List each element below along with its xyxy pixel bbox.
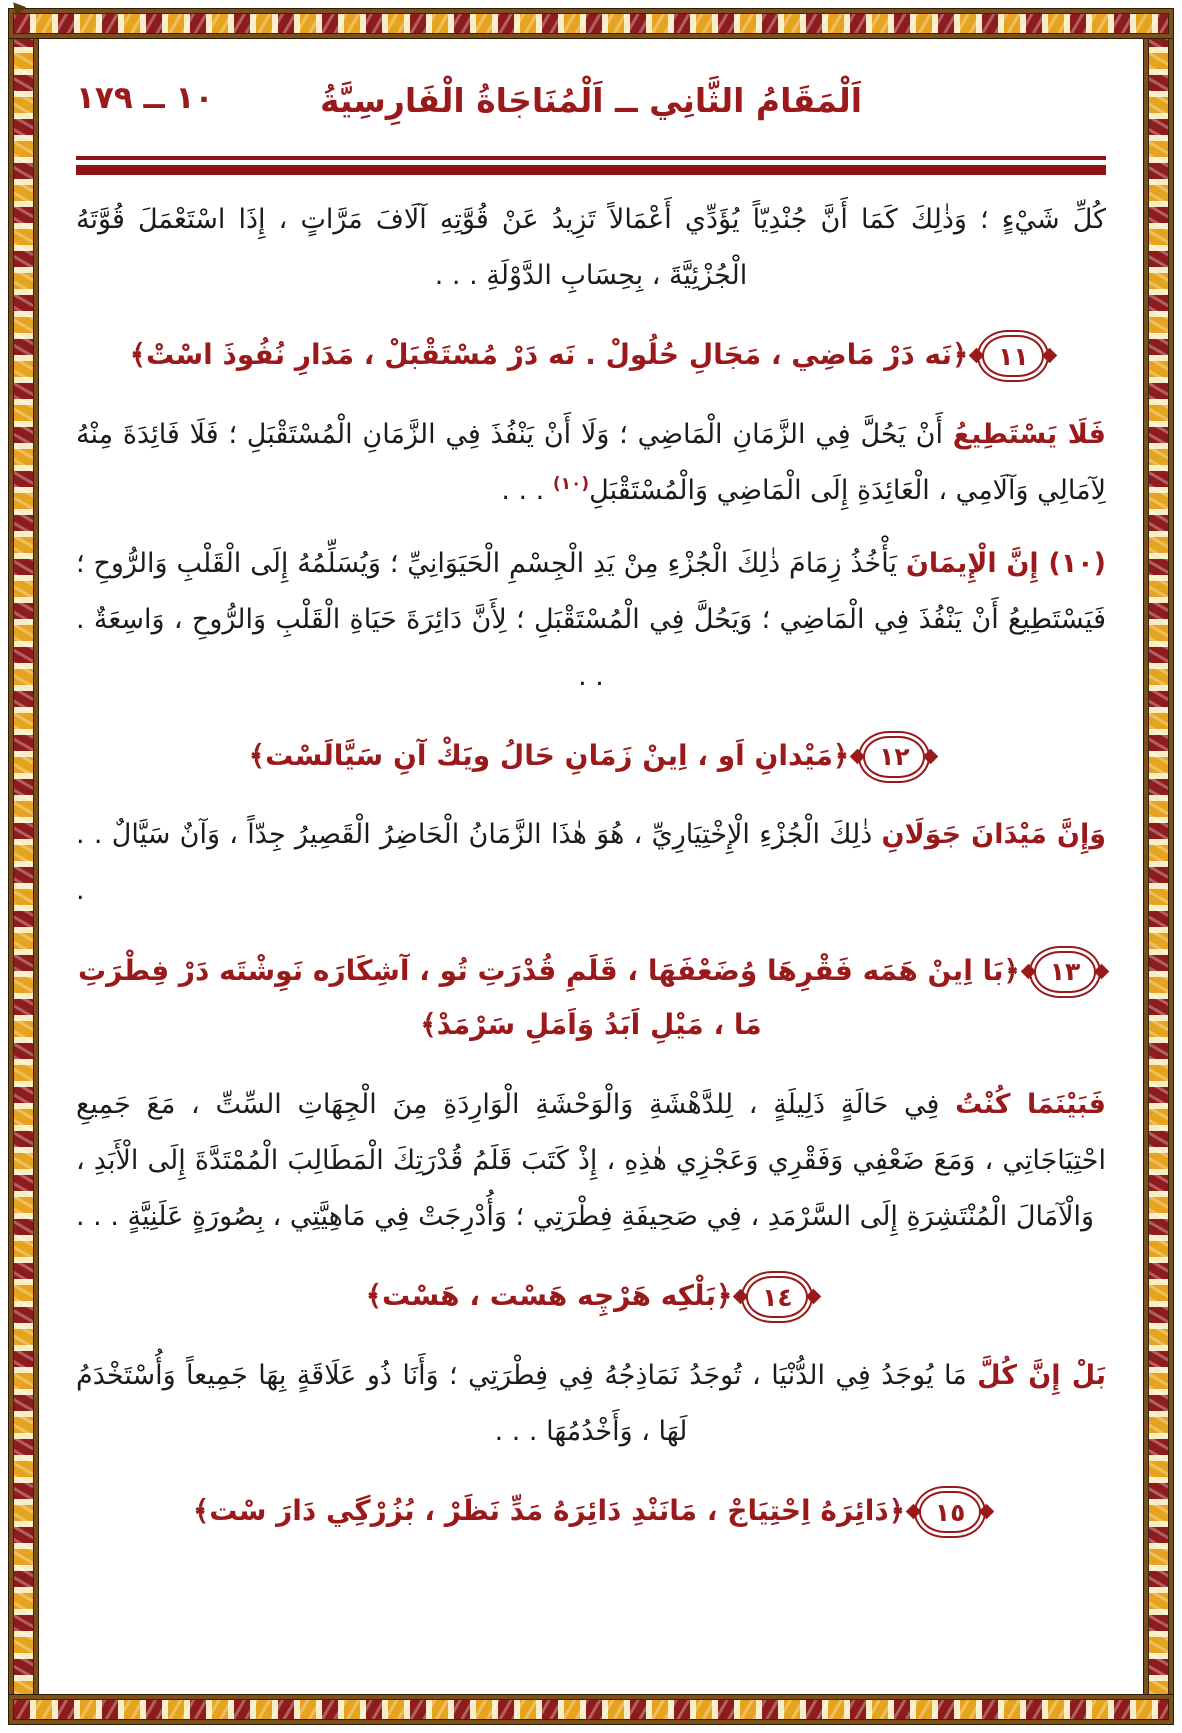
rosette-icon xyxy=(733,1289,749,1305)
verse-number: ١٥ xyxy=(934,1497,966,1527)
verse-number: ١٣ xyxy=(1049,957,1081,987)
body-paragraph xyxy=(76,192,1106,304)
verse-text: ﴿بَلْكِه هَرْچِه هَسْت ، هَسْت﴾ xyxy=(365,1279,733,1313)
header-rule-thick xyxy=(76,165,1106,175)
paragraph-lead: فَبَيْنَمَا كُنْتُ xyxy=(955,1088,1106,1120)
verse-line xyxy=(76,944,1106,1053)
verse-number-medallion xyxy=(863,736,925,778)
paragraph-lead: (١٠) إِنَّ الْإِيمَانَ xyxy=(905,548,1106,580)
paragraph-text: أَنْ يَحُلَّ فِي الزَّمَانِ الْمَاضِي ؛ وَلَا أَنْ يَنْفُذَ فِي الزَّمَانِ الْمُسْتَقْبَلِ ؛ فَلَا فَائِدَةَ مِنْهُ لِآمَالِي وَآلَامِي ، الْعَائِدَةِ إِلَى الْمَاضِي وَالْمُسْتَقْبَلِ xyxy=(76,418,1106,507)
rosette-icon xyxy=(1042,348,1058,364)
paragraph-text: كُلِّ شَيْءٍ ؛ وَذٰلِكَ كَمَا أَنَّ جُنْدِيّاً يُؤَدِّي أَعْمَالاً تَزِيدُ عَنْ قُوَّتِهِ آلَافَ مَرَّاتٍ ، إِذَا اسْتَعْمَلَ قُوَّتَهُ الْجُزْئِيَّةَ ، بِحِسَابِ الدَّوْلَةِ . . . xyxy=(76,204,1106,292)
paragraph-text: فِي حَالَةٍ ذَلِيلَةٍ ، لِلدَّهْشَةِ وَالْوَحْشَةِ الْوَارِدَةِ مِنَ الْجِهَاتِ السِّتِّ ، مَعَ جَمِيعِ احْتِيَاجَاتِي ، وَمَعَ ضَعْفِي وَفَقْرِي وَعَجْزِي هٰذِهِ ، إِذْ كَتَبَ قَلَمُ قُدْرَتِكَ الْمَطَالِبَ الْمُمْتَدَّةَ إِلَى الْأَبَدِ ، وَالْآمَالَ الْمُنْتَشِرَةِ إِلَى السَّرْمَدِ ، فِي صَحِيفَةِ فِطْرَتِي ؛ وَأُدْرِجَتْ فِي مَاهِيَّتِي ، بِصُورَةٍ عَلَنِيَّةٍ . . . xyxy=(76,1088,1106,1233)
paragraph-lead: وَإِنَّ مَيْدَانَ جَوَلَانِ xyxy=(881,819,1106,851)
body-paragraph xyxy=(76,1348,1106,1460)
verse-number: ١٢ xyxy=(879,742,910,772)
verse-line xyxy=(76,1269,1106,1324)
rosette-icon xyxy=(1021,963,1037,979)
verse-number: ١١ xyxy=(998,341,1029,371)
border-chain-pattern xyxy=(13,13,34,1720)
border-chain-pattern xyxy=(13,1699,1169,1720)
paragraph-lead: بَلْ إِنَّ كُلَّ xyxy=(977,1359,1106,1391)
rosette-icon xyxy=(906,1504,922,1520)
body-paragraph xyxy=(76,536,1106,704)
verse-number: ١٤ xyxy=(762,1282,793,1312)
verse-text: ﴿بَا اِينْ هَمَه فَقْرِهَا وُضَعْفَهَا ، قَلَمِ قُدْرَتِ تُو ، آشِكَارَه نَوِشْتَه دَرْ فِطْرَتِ مَا ، مَيْلِ اَبَدُ وَاَمَلِ سَرْمَدْ﴾ xyxy=(78,953,1020,1042)
border-top xyxy=(8,8,1174,39)
verse-number-medallion xyxy=(982,335,1044,377)
body-paragraph xyxy=(76,407,1106,519)
body-paragraph xyxy=(76,1077,1106,1245)
rosette-icon xyxy=(979,1504,995,1520)
border-chain-pattern xyxy=(13,13,1169,34)
verse-line xyxy=(76,1484,1106,1539)
border-left xyxy=(8,8,39,1725)
verse-number-medallion xyxy=(1034,951,1096,993)
verse-line xyxy=(76,729,1106,784)
verse-text: ﴿نَه دَرْ مَاضِي ، مَجَالِ حُلُولْ . نَه دَرْ مُسْتَقْبَلْ ، مَدَارِ نُفُوذَ اسْتْ﴾ xyxy=(129,338,969,372)
paragraph-lead: فَلَا يَسْتَطِيعُ xyxy=(952,418,1106,450)
body-paragraph xyxy=(76,807,1106,919)
header-rule-thin xyxy=(76,156,1106,160)
border-bottom xyxy=(8,1694,1174,1725)
footnote-marker: (١٠) xyxy=(552,474,590,495)
paragraph-text: مَا يُوجَدُ فِي الدُّنْيَا ، تُوجَدُ نَمَاذِجُهُ فِي فِطْرَتِي ؛ وَأَنَا ذُو عَلَاقَةٍ بِهَا جَمِيعاً وَأُسْتَخْدَمُ لَهَا ، وَأَخْدُمُهَا . . . xyxy=(76,1359,967,1447)
paragraph-text: ذٰلِكَ الْجُزْءِ الْإِخْتِيَارِيِّ ، هُوَ هٰذَا الزَّمَانُ الْحَاضِرُ الْقَصِيرُ جِدّاً ، وَآنٌ سَيَّالٌ . . . xyxy=(76,819,873,907)
paragraph-text: يَأْخُذُ زِمَامَ ذٰلِكَ الْجُزْءِ مِنْ يَدِ الْجِسْمِ الْحَيَوَانِيِّ ؛ وَيُسَلِّمُهُ إِلَى الْقَلْبِ وَالرُّوحِ ؛ فَيَسْتَطِيعُ أَنْ يَنْفُذَ فِي الْمَاضِي ؛ وَيَحُلَّ فِي الْمُسْتَقْبَلِ ؛ لِأَنَّ دَائِرَةَ حَيَاةِ الْقَلْبِ وَالرُّوحِ ، وَاسِعَةٌ . . . xyxy=(76,548,1106,692)
rosette-icon xyxy=(806,1289,822,1305)
border-right xyxy=(1143,8,1174,1725)
verse-line xyxy=(76,328,1106,383)
rosette-icon xyxy=(969,348,985,364)
page-header xyxy=(76,58,1106,142)
verse-number-medallion xyxy=(919,1491,981,1533)
page-number: ١٠ ــ ١٧٩ xyxy=(76,80,214,116)
paragraph-tail: . . . xyxy=(501,475,553,507)
page-title: اَلْمَقَامُ الثَّانِي ــ اَلْمُنَاجَاةُ الْفَارِسِيَّةُ xyxy=(319,80,863,120)
verse-text: ﴿مَيْدانِ اَو ، اِينْ زَمَانِ حَالُ ويَكْ آنِ سَيَّالَسْت﴾ xyxy=(248,738,850,772)
page-content xyxy=(76,58,1106,1685)
verse-number-medallion xyxy=(746,1276,808,1318)
border-chain-pattern xyxy=(1148,13,1169,1720)
rosette-icon xyxy=(1094,963,1110,979)
rosette-icon xyxy=(923,748,939,764)
verse-text: ﴿دَائِرَهُ اِحْتِيَاجْ ، مَانَنْدِ دَائِرَهُ مَدِّ نَظَرْ ، بُزُرْگِي دَارَ سْت﴾ xyxy=(192,1494,906,1528)
rosette-icon xyxy=(850,748,866,764)
